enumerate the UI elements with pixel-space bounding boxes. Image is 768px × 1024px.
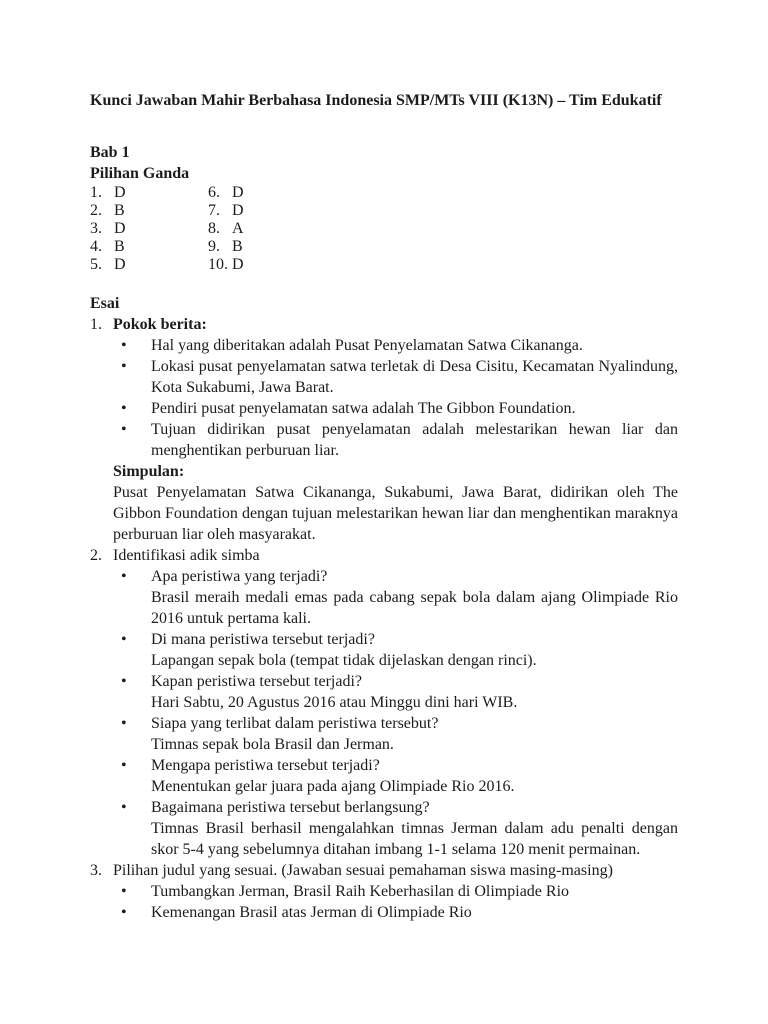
bullet-icon: •: [121, 757, 127, 774]
chapter-heading: Bab 1: [90, 144, 130, 161]
bullet-item: [113, 881, 678, 902]
answer-text: Hari Sabtu, 20 Agustus 2016 atau Minggu dini hari WIB.: [151, 694, 518, 711]
mc-answer-letter: B: [232, 238, 243, 255]
essay-item-title: Pokok berita:: [113, 316, 207, 333]
bullet-icon: •: [121, 631, 127, 648]
mc-number: 4.: [90, 238, 102, 255]
essay-item-body: [113, 545, 678, 860]
bullet-item: [113, 398, 678, 419]
mc-answer-row: [208, 184, 244, 202]
bullet-icon: •: [121, 673, 127, 690]
mc-column-2: [208, 184, 244, 274]
bullet-item: [113, 902, 678, 923]
multiple-choice-answer-grid: [90, 184, 678, 274]
question-text: Kapan peristiwa tersebut terjadi?: [151, 673, 363, 690]
bullet-item: [113, 797, 678, 818]
bullet-item: [113, 566, 678, 587]
mc-number: 6.: [208, 184, 220, 201]
answer-text: Menentukan gelar juara pada ajang Olimpiade Rio 2016.: [151, 778, 515, 795]
answer-text: Brasil meraih medali emas pada cabang sepak bola dalam ajang Olimpiade Rio 2016 untuk pertama kali.: [151, 589, 678, 627]
mc-number: 3.: [90, 220, 102, 237]
mc-answer-letter: D: [114, 184, 126, 201]
bullet-item: [113, 629, 678, 650]
title-option-text: Tumbangkan Jerman, Brasil Raih Keberhasilan di Olimpiade Rio: [151, 883, 570, 900]
bullet-text: Hal yang diberitakan adalah Pusat Penyelamatan Satwa Cikananga.: [151, 337, 583, 354]
essay-item-number: 1.: [90, 316, 102, 333]
simpulan-text: Pusat Penyelamatan Satwa Cikananga, Sukabumi, Jawa Barat, didirikan oleh The Gibbon Foundation dengan tujuan melestarikan hewan liar dan menghentikan maraknya perburuan liar oleh masyarakat.: [113, 484, 678, 543]
title-option-text: Kemenangan Brasil atas Jerman di Olimpiade Rio: [151, 904, 472, 921]
bullet-item: [113, 755, 678, 776]
bullet-icon: •: [121, 715, 127, 732]
mc-answer-letter: D: [114, 256, 126, 273]
mc-number: 10.: [208, 256, 228, 273]
question-text: Di mana peristiwa tersebut terjadi?: [151, 631, 375, 648]
mc-answer-letter: A: [232, 220, 244, 237]
mc-answer-row: [208, 256, 244, 274]
bullet-item: [113, 713, 678, 734]
bullet-icon: •: [121, 337, 127, 354]
multiple-choice-heading: Pilihan Ganda: [90, 165, 190, 182]
mc-answer-row: [90, 238, 208, 256]
mc-answer-letter: D: [232, 202, 244, 219]
question-text: Apa peristiwa yang terjadi?: [151, 568, 328, 585]
mc-number: 7.: [208, 202, 220, 219]
bullet-icon: •: [121, 421, 127, 438]
bullet-icon: •: [121, 358, 127, 375]
mc-answer-letter: D: [232, 256, 244, 273]
mc-answer-letter: B: [114, 202, 125, 219]
bullet-text: Pendiri pusat penyelamatan satwa adalah The Gibbon Foundation.: [151, 400, 576, 417]
question-text: Siapa yang terlibat dalam peristiwa tersebut?: [151, 715, 439, 732]
question-text: Bagaimana peristiwa tersebut berlangsung?: [151, 799, 430, 816]
essay-item-number: 2.: [90, 547, 102, 564]
document-title: Kunci Jawaban Mahir Berbahasa Indonesia SMP/MTs VIII (K13N) – Tim Edukatif: [90, 92, 662, 109]
answer-text: Lapangan sepak bola (tempat tidak dijelaskan dengan rinci).: [151, 652, 537, 669]
bullet-icon: •: [121, 904, 127, 921]
mc-number: 2.: [90, 202, 102, 219]
essay-item-number: 3.: [90, 862, 102, 879]
mc-answer-row: [208, 220, 244, 238]
mc-number: 9.: [208, 238, 220, 255]
essay-item-title: Pilihan judul yang sesuai. (Jawaban sesuai pemahaman siswa masing-masing): [113, 862, 613, 879]
mc-answer-row: [90, 202, 208, 220]
mc-answer-row: [90, 184, 208, 202]
essay-item-title: Identifikasi adik simba: [113, 547, 260, 564]
mc-answer-letter: D: [114, 220, 126, 237]
bullet-item: [113, 671, 678, 692]
bullet-icon: •: [121, 799, 127, 816]
essay-item-body: [113, 860, 678, 923]
essay-item-body: [113, 314, 678, 545]
bullet-item: [113, 335, 678, 356]
bullet-icon: •: [121, 400, 127, 417]
mc-number: 5.: [90, 256, 102, 273]
bullet-item: [113, 419, 678, 461]
mc-column-1: [90, 184, 208, 274]
essay-item-2: [90, 545, 678, 860]
simpulan-label: Simpulan:: [113, 463, 185, 480]
bullet-icon: •: [121, 883, 127, 900]
question-text: Mengapa peristiwa tersebut terjadi?: [151, 757, 380, 774]
mc-number: 1.: [90, 184, 102, 201]
mc-answer-row: [90, 220, 208, 238]
bullet-icon: •: [121, 568, 127, 585]
essay-item-3: [90, 860, 678, 923]
bullet-item: [113, 356, 678, 398]
answer-text: Timnas sepak bola Brasil dan Jerman.: [151, 736, 394, 753]
answer-text: Timnas Brasil berhasil mengalahkan timnas Jerman dalam adu penalti dengan skor 5-4 yang sebelumnya ditahan imbang 1-1 selama 120 menit permainan.: [151, 820, 678, 858]
mc-answer-row: [208, 202, 244, 220]
bullet-text: Lokasi pusat penyelamatan satwa terletak di Desa Cisitu, Kecamatan Nyalindung, Kota Sukabumi, Jawa Barat.: [151, 358, 678, 396]
essay-heading: Esai: [90, 295, 120, 312]
mc-answer-row: [90, 256, 208, 274]
mc-answer-letter: D: [232, 184, 244, 201]
bullet-text: Tujuan didirikan pusat penyelamatan adalah melestarikan hewan liar dan menghentikan perburuan liar.: [151, 421, 678, 459]
essay-item-1: [90, 314, 678, 545]
mc-answer-row: [208, 238, 244, 256]
mc-answer-letter: B: [114, 238, 125, 255]
mc-number: 8.: [208, 220, 220, 237]
